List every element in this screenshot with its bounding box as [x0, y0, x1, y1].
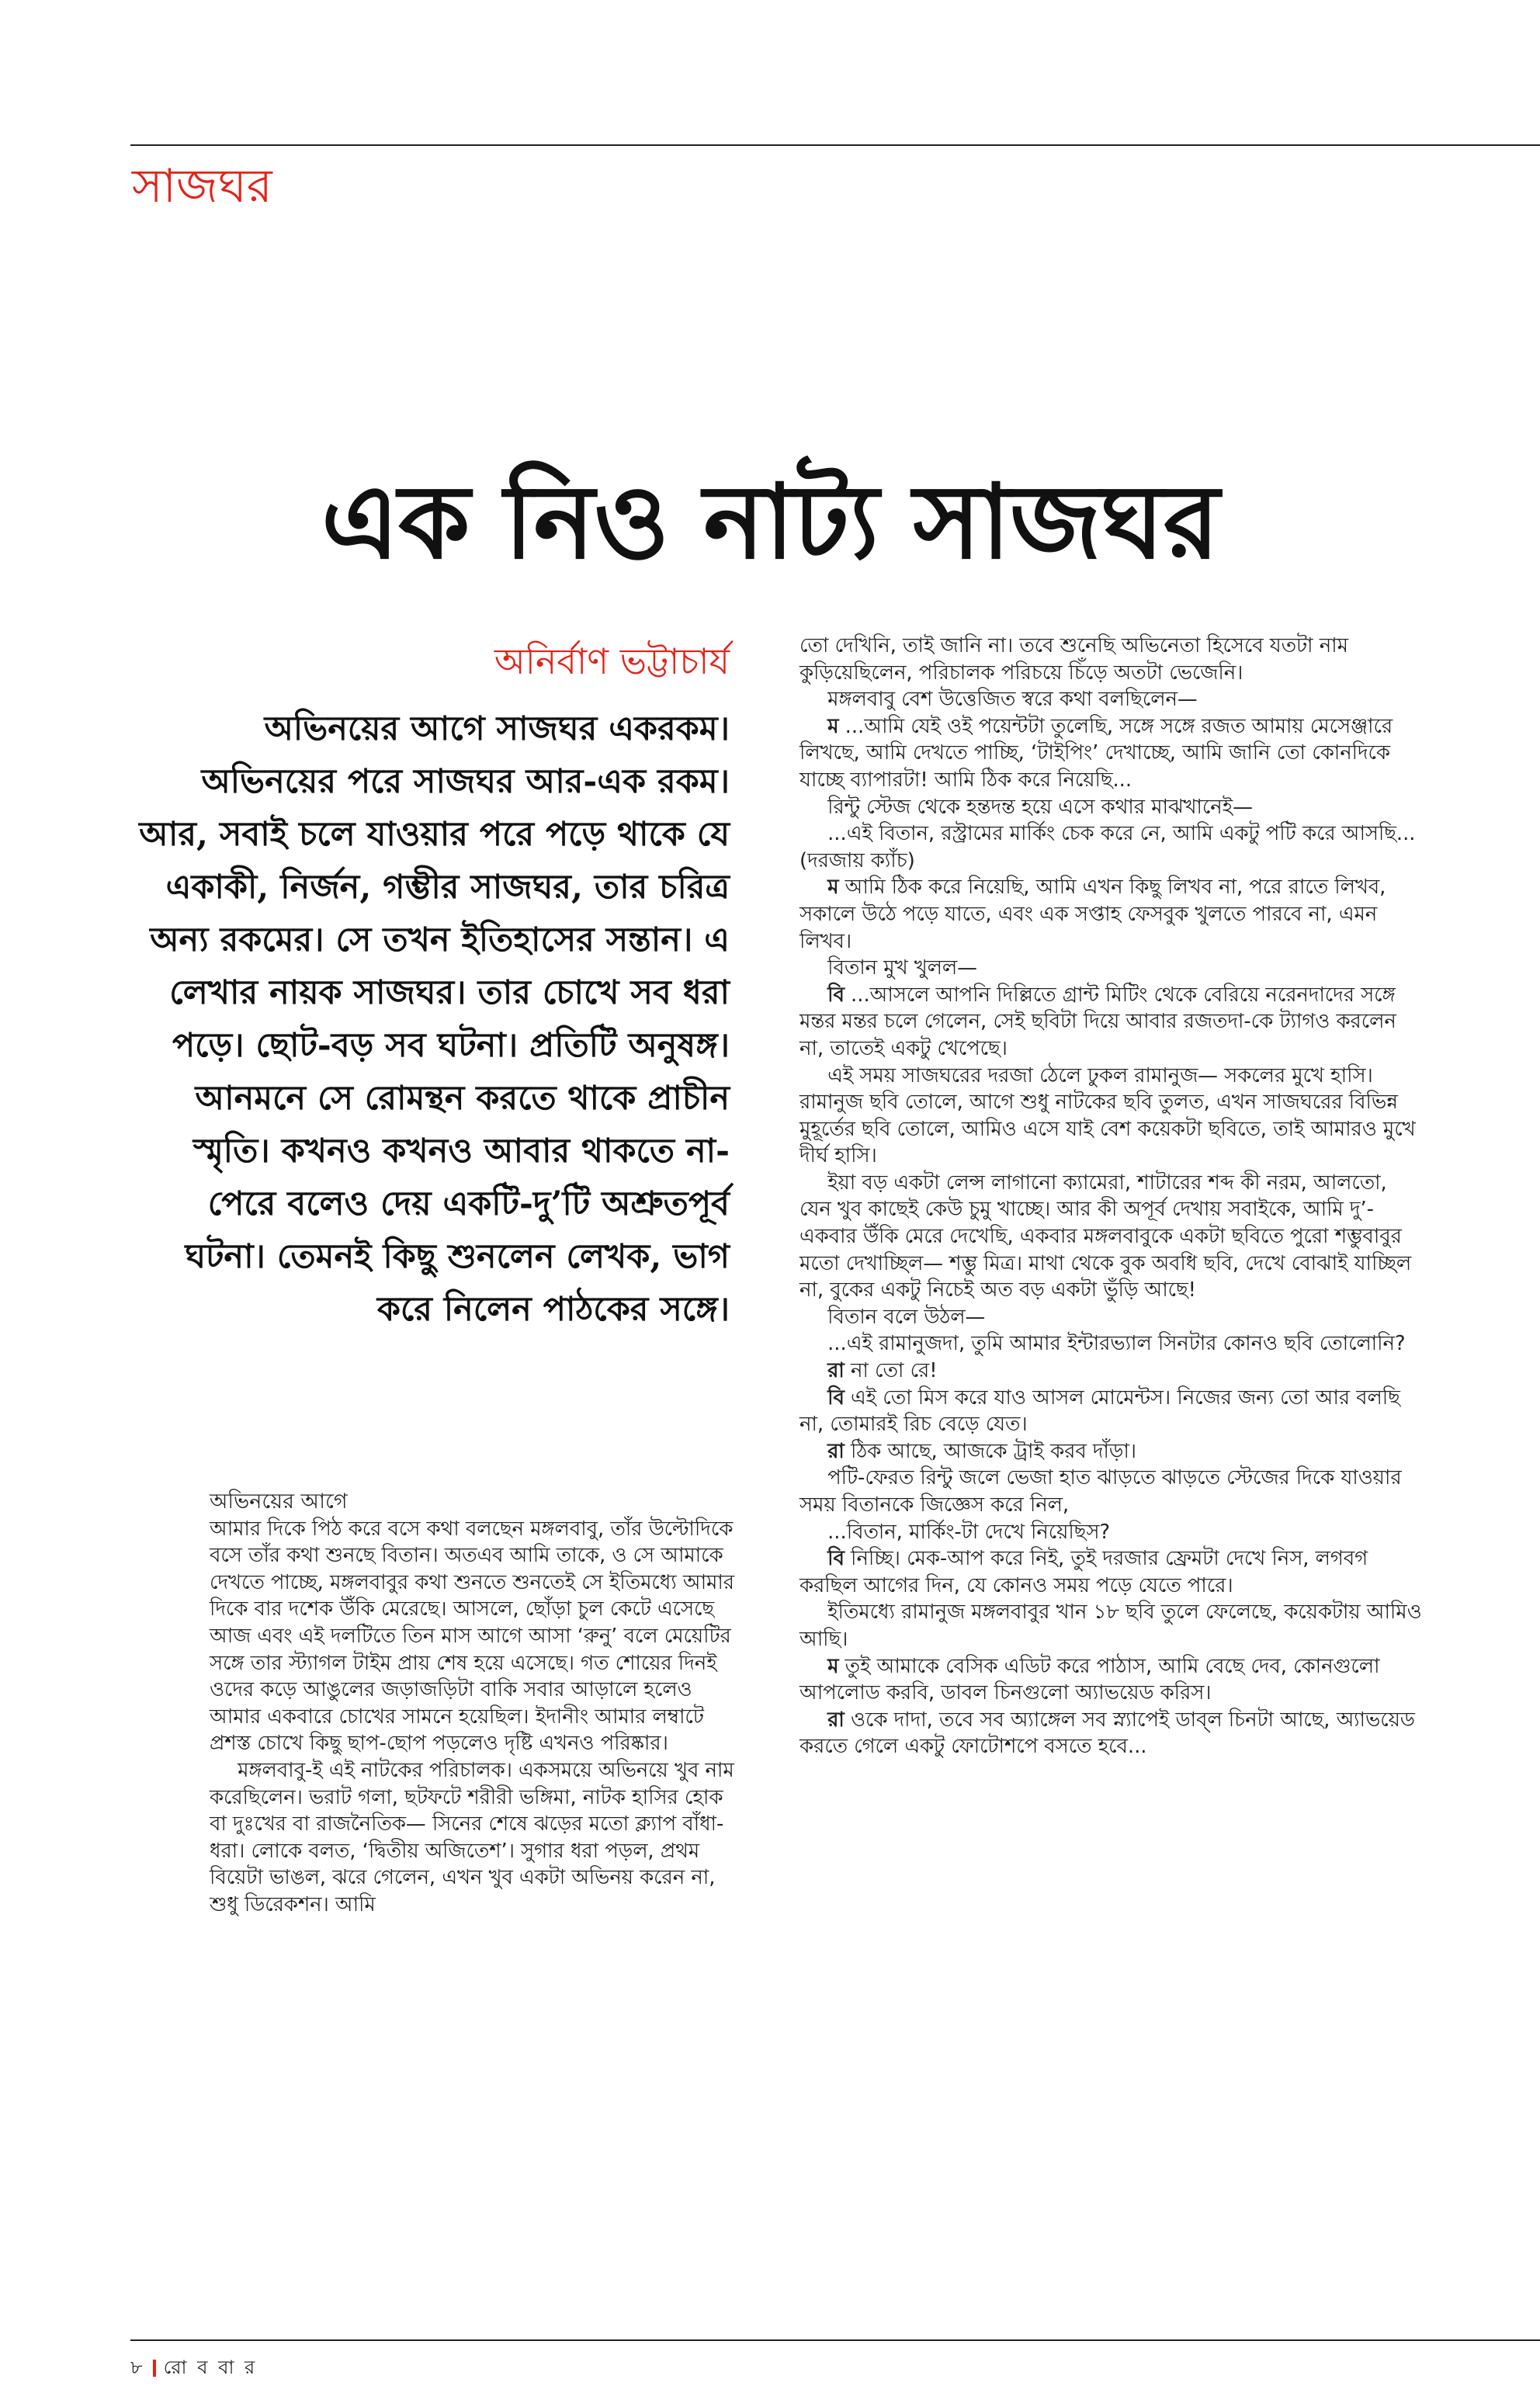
dialogue-text: না তো রে!: [844, 1359, 938, 1383]
dialogue-line: [799, 1707, 1422, 1760]
dialogue-line: [799, 713, 1422, 794]
speaker-tag: বি: [827, 1547, 845, 1571]
speaker-tag: ম: [827, 714, 839, 738]
top-rule: [130, 144, 1540, 146]
footer-divider: [153, 2360, 156, 2377]
dialogue-line: [799, 1385, 1422, 1438]
paragraph: ...বিতান, মার্কিং-টা দেখে নিয়েছিস?: [827, 1520, 1111, 1544]
paragraph: রিন্টু স্টেজ থেকে হন্তদন্ত হয়ে এসে কথার মাঝখানেই—: [827, 795, 1253, 819]
dialogue-text: ...আমি যেই ওই পয়েন্টটা তুলেছি, সঙ্গে সঙ্গে রজত আমায় মেসেঞ্জারে লিখছে, আমি দেখতে পাচ্ছি, ‘টাইপিং’ দেখাচ্ছে, আমি জানি তো কোনদিকে যাচ্ছে ব্যাপারটা! আমি ঠিক করে নিয়েছি...: [799, 714, 1393, 792]
paragraph: আমার দিকে পিঠ করে বসে কথা বলছেন মঙ্গলবাবু, তাঁর উল্টোদিকে বসে তাঁর কথা শুনছে বিতান। অতএব আমি তাকে, ও সে আমাকে দেখতে পাচ্ছে, মঙ্গলবাবুর কথা শুনতে শুনতেই সে ইতিমধ্যে আমার দিকে বার দশেক উঁকি মেরেছে। আসলে, ছোঁড়া চুল কেটে এসেছে আজ এবং এই দলটিতে তিন মাস আগে আসা ‘রুনু’ বলে মেয়েটির সঙ্গে তার স্ট্যাগল টাইম প্রায় শেষ হয়ে এসেছে। গত শোয়ের দিনই ওদের কড়ে আঙুলের জড়াজড়িটা বাকি সবার আড়ালে হলেও আমার একবারে চোখের সামনে হয়েছিল। ইদানীং আমার লম্বাটে প্রশস্ত চোখে কিছু ছাপ-ছোপ পড়লেও দৃষ্টি এখনও পরিষ্কার।: [210, 1517, 734, 1756]
speaker-tag: বি: [827, 983, 845, 1007]
subheading: অভিনয়ের আগে: [210, 1490, 348, 1514]
dialogue-text: ঠিক আছে, আজকে ট্রাই করব দাঁড়া।: [844, 1439, 1137, 1463]
section-label: সাজঘর: [132, 159, 272, 213]
speaker-tag: রা: [827, 1708, 845, 1732]
headline: এক নিও নাট্য সাজঘর: [321, 462, 1219, 582]
left-text-column: [210, 1489, 737, 1919]
dialogue-line: [799, 1545, 1422, 1599]
paragraph: বিতান বলে উঠল—: [827, 1305, 986, 1329]
dialogue-line: [799, 874, 1422, 955]
speaker-tag: রা: [827, 1359, 845, 1383]
paragraph: ইতিমধ্যে রামানুজ মঙ্গলবাবুর খান ১৮ ছবি তুলে ফেলেছে, কয়েকটায় আমিও আছি।: [799, 1601, 1422, 1651]
paragraph: বিতান মুখ খুলল—: [827, 956, 977, 980]
dialogue-text: ...আসলে আপনি দিল্লিতে গ্রান্ট মিটিং থেকে বেরিয়ে নরেনদাদের সঙ্গে মন্তর মন্তর চলে গেলেন, সেই ছবিটা দিয়ে আবার রজতদা-কে ট্যাগও করলেন না, তাতেই একটু খেপেছে।: [799, 983, 1396, 1060]
dialogue-line: [799, 1358, 1422, 1385]
paragraph: ইয়া বড় একটা লেন্স লাগানো ক্যামেরা, শাটারের শব্দ কী নরম, আলতো, যেন খুব কাছেই কেউ চুমু খাচ্ছে। আর কী অপূর্ব দেখায় সবাইকে, আমি দু’-একবার উঁকি মেরে দেখেছি, একবার মঙ্গলবাবুকে একটা ছবিতে পুরো শম্ভুবাবুর মতো দেখাচ্ছিল— শম্ভু মিত্র। মাথা থেকে বুক অবধি ছবি, দেখে বোঝাই যাচ্ছিল না, বুকের একটু নিচেই অত বড় একটা ভুঁড়ি আছে!: [799, 1170, 1412, 1302]
page-number: ৮: [130, 2357, 145, 2378]
author-byline: অনির্বাণ ভট্টাচার্য: [494, 640, 730, 682]
paragraph: মঙ্গলবাবু বেশ উত্তেজিত স্বরে কথা বলছিলেন—: [827, 688, 1198, 712]
intro-paragraph: অভিনয়ের আগে সাজঘর একরকম। অভিনয়ের পরে সাজঘর আর-এক রকম। আর, সবাই চলে যাওয়ার পরে পড়ে থাকে যে একাকী, নির্জন, গম্ভীর সাজঘর, তার চরিত্র অন্য রকমের। সে তখন ইতিহাসের সন্তান। এ লেখার নায়ক সাজঘর। তার চোখে সব ধরা পড়ে। ছোট-বড় সব ঘটনা। প্রতিটি অনুষঙ্গ। আনমনে সে রোমন্থন করতে থাকে প্রাচীন স্মৃতি। কখনও কখনও আবার থাকতে না-পেরে বলেও দেয় একটি-দু’টি অশ্রুতপূর্ব ঘটনা। তেমনই কিছু শুনলেন লেখক, ভাগ করে নিলেন পাঠকের সঙ্গে।: [139, 709, 730, 1329]
paragraph: ...এই বিতান, রস্ট্রামের মার্কিং চেক করে নে, আমি একটু পটি করে আসছি... (দরজায় ক্যাঁচ): [799, 822, 1416, 872]
page-footer: [130, 2353, 257, 2384]
dialogue-text: নিচ্ছি। মেক-আপ করে নিই, তুই দরজার ফ্রেমটা দেখে নিস, লগবগ করছিল আগের দিন, যে কোনও সময় পড়ে যেতে পারে।: [799, 1547, 1368, 1597]
right-text-column: [799, 633, 1422, 1760]
dialogue-line: [799, 982, 1422, 1063]
publication-name: রো ব বা র: [163, 2357, 258, 2378]
dialogue-line: [799, 1438, 1422, 1465]
speaker-tag: বি: [827, 1386, 845, 1410]
paragraph: মঙ্গলবাবু-ই এই নাটকের পরিচালক। একসময়ে অভিনয়ে খুব নাম করেছিলেন। ভরাট গলা, ছটফটে শরীরী ভঙ্গিমা, নাটক হাসির হোক বা দুঃখের বা রাজনৈতিক— সিনের শেষে ঝড়ের মতো ক্ল্যাপ বাঁধা-ধরা। লোকে বলত, ‘দ্বিতীয় অজিতেশ’। সুগার ধরা পড়ল, প্রথম বিয়েটা ভাঙল, ঝরে গেলেন, এখন খুব একটা অভিনয় করেন না, শুধু ডিরেকশন। আমি: [210, 1758, 734, 1916]
speaker-tag: রা: [827, 1439, 845, 1463]
dialogue-text: তুই আমাকে বেসিক এডিট করে পাঠাস, আমি বেছে দেব, কোনগুলো আপলোড করবি, ডাবল চিনগুলো অ্যাভয়েড করিস।: [799, 1654, 1380, 1705]
dialogue-line: [799, 1653, 1422, 1707]
dialogue-text: ওকে দাদা, তবে সব অ্যাঙ্গেল সব স্ন্যাপেই ডাব্‌ল চিনটা আছে, অ্যাভয়েড করতে গেলে একটু ফোটোশপে বসতে হবে...: [799, 1708, 1415, 1759]
dialogue-text: আমি ঠিক করে নিয়েছি, আমি এখন কিছু লিখব না, পরে রাতে লিখব, সকালে উঠে পড়ে যাতে, এবং এক সপ্তাহ ফেসবুক খুলতে পারবে না, এমন লিখব।: [799, 876, 1386, 953]
speaker-tag: ম: [827, 876, 839, 900]
bottom-rule: [130, 2339, 1540, 2341]
dialogue-text: এই তো মিস করে যাও আসল মোমেন্টস। নিজের জন্য তো আর বলছি না, তোমারই রিচ বেড়ে যেত।: [799, 1386, 1400, 1437]
paragraph: এই সময় সাজঘরের দরজা ঠেলে ঢুকল রামানুজ— সকলের মুখে হাসি। রামানুজ ছবি তোলে, আগে শুধু নাটকের ছবি তুলত, এখন সাজঘরের বিভিন্ন মুহূর্তের ছবি তোলে, আমিও এসে যাই বেশ কয়েকটা ছবিতে, তাই আমারও মুখে দীর্ঘ হাসি।: [799, 1063, 1416, 1168]
paragraph: তো দেখিনি, তাই জানি না। তবে শুনেছি অভিনেতা হিসেবে যতটা নাম কুড়িয়েছিলেন, পরিচালক পরিচয়ে চিঁড়ে অতটা ভেজেনি।: [799, 634, 1348, 685]
paragraph: ...এই রামানুজদা, তুমি আমার ইন্টারভ্যাল সিনটার কোনও ছবি তোলোনি?: [827, 1332, 1406, 1356]
paragraph: পটি-ফেরত রিন্টু জলে ভেজা হাত ঝাড়তে ঝাড়তে স্টেজের দিকে যাওয়ার সময় বিতানকে জিজ্ঞেস করে নিল,: [799, 1466, 1402, 1517]
speaker-tag: ম: [827, 1654, 839, 1678]
